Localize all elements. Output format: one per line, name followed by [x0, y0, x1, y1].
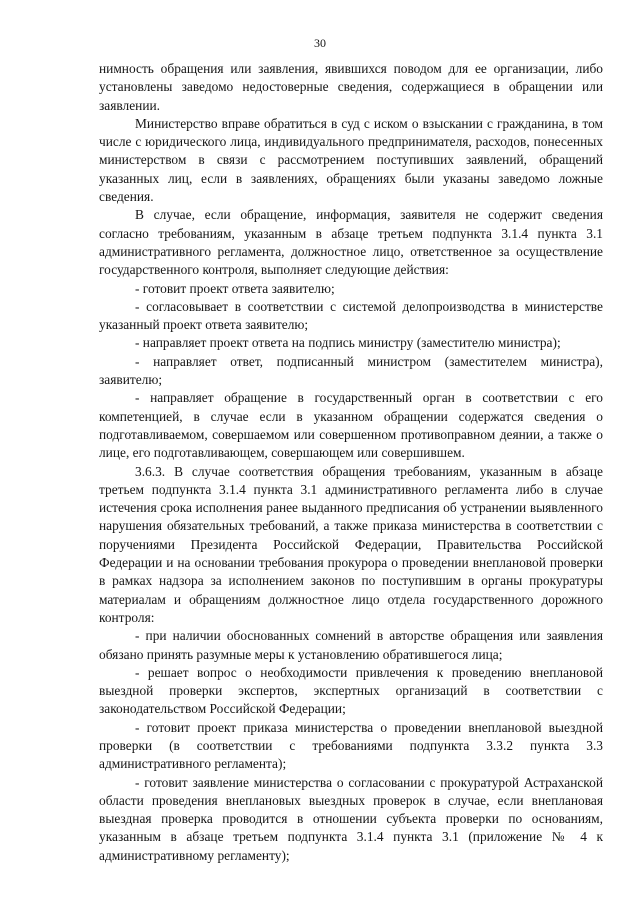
page-body [99, 60, 603, 865]
list-item: - решает вопрос о необходимости привлечения к проведению внеплановой выездной проверки экспертов, экспертных организаций в соответствии с законодательством Российской Федерации; [99, 664, 603, 717]
list-item: - согласовывает в соответствии с системой делопроизводства в министерстве указанный проект ответа заявителю; [99, 298, 603, 333]
list-item: - при наличии обоснованных сомнений в авторстве обращения или заявления обязано принять разумные меры к установлению обратившегося лица; [99, 628, 603, 662]
list-item: - направляет ответ, подписанный министром (заместителем министра), заявителю; [99, 353, 603, 388]
list-item: - готовит проект ответа заявителю; [135, 280, 335, 296]
list-item: - готовит заявление министерства о согласовании с прокуратурой Астраханской области проведения внеплановых выездных проверок в случае, если внеплановая выездная проверка проводится в отношении субъекта проверки по основаниям, указанным в абзаце третьем подпункта 3.1.4 пункта 3.1 (приложение № 4 к административному регламенту); [99, 774, 603, 863]
paragraph-section-3-6-3: 3.6.3. В случае соответствия обращения требованиям, указанным в абзаце третьем подпункта 3.1.4 пункта 3.1 административного регламента либо в случае истечения срока исполнения ранее выданного предписания об устранении выявленного нарушения обязательных требований, а также приказа министерства в соответствии с поручениями Президента Российской Федерации, Правительства Российской Федерации и на основании требования прокурора о проведении внеплановой проверки в рамках надзора за исполнением законов по поступившим в органы прокуратуры материалам и обращениям должностное лицо отдела государственного дорожного контроля: [99, 463, 603, 625]
paragraph-ministry-lawsuit: Министерство вправе обратиться в суд с иском о взыскании с гражданина, в том числе с юридического лица, индивидуального предпринимателя, расходов, понесенных министерством в связи с рассмотрением поступивших заявлений, обращений указанных лиц, если в заявлениях, обращениях были указаны заведомо ложные сведения. [99, 115, 603, 205]
list-item: - направляет проект ответа на подпись министру (заместителю министра); [135, 335, 561, 351]
page-number: 30 [314, 36, 326, 50]
paragraph-continuation: нимность обращения или заявления, явившихся поводом для ее организации, либо установлены заведомо недостоверные сведения, содержащиеся в обращении или заявлении. [99, 61, 603, 113]
list-item: - направляет обращение в государственный орган в соответствии с его компетенцией, в случае если в указанном обращении содержатся сведения о подготавливаемом, совершаемом или совершенном противоправном деянии, а также о лице, его подготавливающем, совершающем или совершившем. [99, 390, 603, 461]
list-item: - готовит проект приказа министерства о проведении внеплановой выездной проверки (в соответствии с требованиями подпункта 3.3.2 пункта 3.3 административного регламента); [99, 719, 603, 772]
paragraph-noncompliant-appeal: В случае, если обращение, информация, заявителя не содержит сведения согласно требованиям, указанным в абзаце третьем подпункта 3.1.4 пункта 3.1 административного регламента, должностное лицо, ответственное за осуществление государственного контроля, выполняет следующие действия: [99, 207, 603, 278]
